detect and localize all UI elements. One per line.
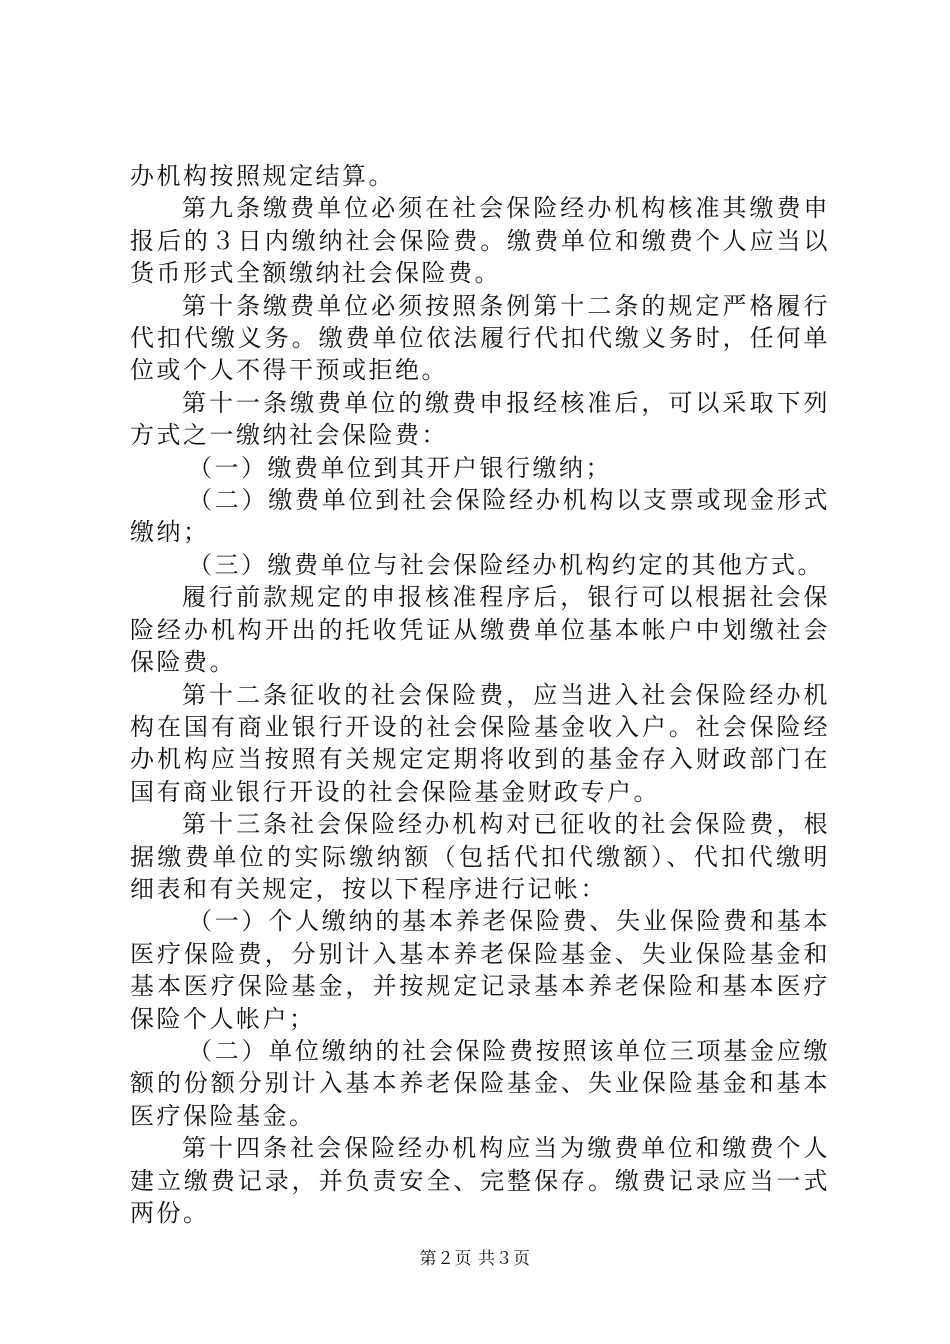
paragraph-article-13-item-2: （二）单位缴纳的社会保险费按照该单位三项基金应缴额的份额分别计入基本养老保险基金、失业保险基金和基本医疗保险基金。 <box>130 1036 830 1130</box>
paragraph-article-10: 第十条缴费单位必须按照条例第十二条的规定严格履行代扣代缴义务。缴费单位依法履行代扣代缴义务时，任何单位或个人不得干预或拒绝。 <box>130 291 830 385</box>
paragraph-article-12: 第十二条征收的社会保险费，应当进入社会保险经办机构在国有商业银行开设的社会保险基金收入户。社会保险经办机构应当按照有关规定定期将收到的基金存入财政部门在国有商业银行开设的社会保险基金财政专户。 <box>130 680 830 806</box>
paragraph-article-9: 第九条缴费单位必须在社会保险经办机构核准其缴费申报后的３日内缴纳社会保险费。缴费单位和缴费个人应当以货币形式全额缴纳社会保险费。 <box>130 194 830 288</box>
paragraph-article-13-item-1: （一）个人缴纳的基本养老保险费、失业保险费和基本医疗保险费，分别计入基本养老保险基金、失业保险基金和基本医疗保险基金，并按规定记录基本养老保险和基本医疗保险个人帐户； <box>130 907 830 1033</box>
page-number-footer: 第２页 共３页 <box>419 1249 531 1269</box>
paragraph-item-3: （三）缴费单位与社会保险经办机构约定的其他方式。 <box>188 550 824 579</box>
paragraph-continuation: 办机构按照规定结算。 <box>130 162 395 190</box>
paragraph-article-11: 第十一条缴费单位的缴费申报经核准后，可以采取下列方式之一缴纳社会保险费： <box>130 388 830 450</box>
paragraph-item-1: （一）缴费单位到其开户银行缴纳； <box>188 453 612 482</box>
document-body <box>130 160 830 1229</box>
paragraph-item-2: （二）缴费单位到社会保险经办机构以支票或现金形式缴纳； <box>130 486 830 547</box>
paragraph-article-13: 第十三条社会保险经办机构对已征收的社会保险费，根据缴费单位的实际缴纳额（包括代扣代缴额）、代扣代缴明细表和有关规定，按以下程序进行记帐： <box>130 810 830 903</box>
paragraph-bank-collection: 履行前款规定的申报核准程序后，银行可以根据社会保险经办机构开出的托收凭证从缴费单位基本帐户中划缴社会保险费。 <box>130 583 830 677</box>
paragraph-article-14: 第十四条社会保险经办机构应当为缴费单位和缴费个人建立缴费记录，并负责安全、完整保存。缴费记录应当一式两份。 <box>130 1134 830 1227</box>
